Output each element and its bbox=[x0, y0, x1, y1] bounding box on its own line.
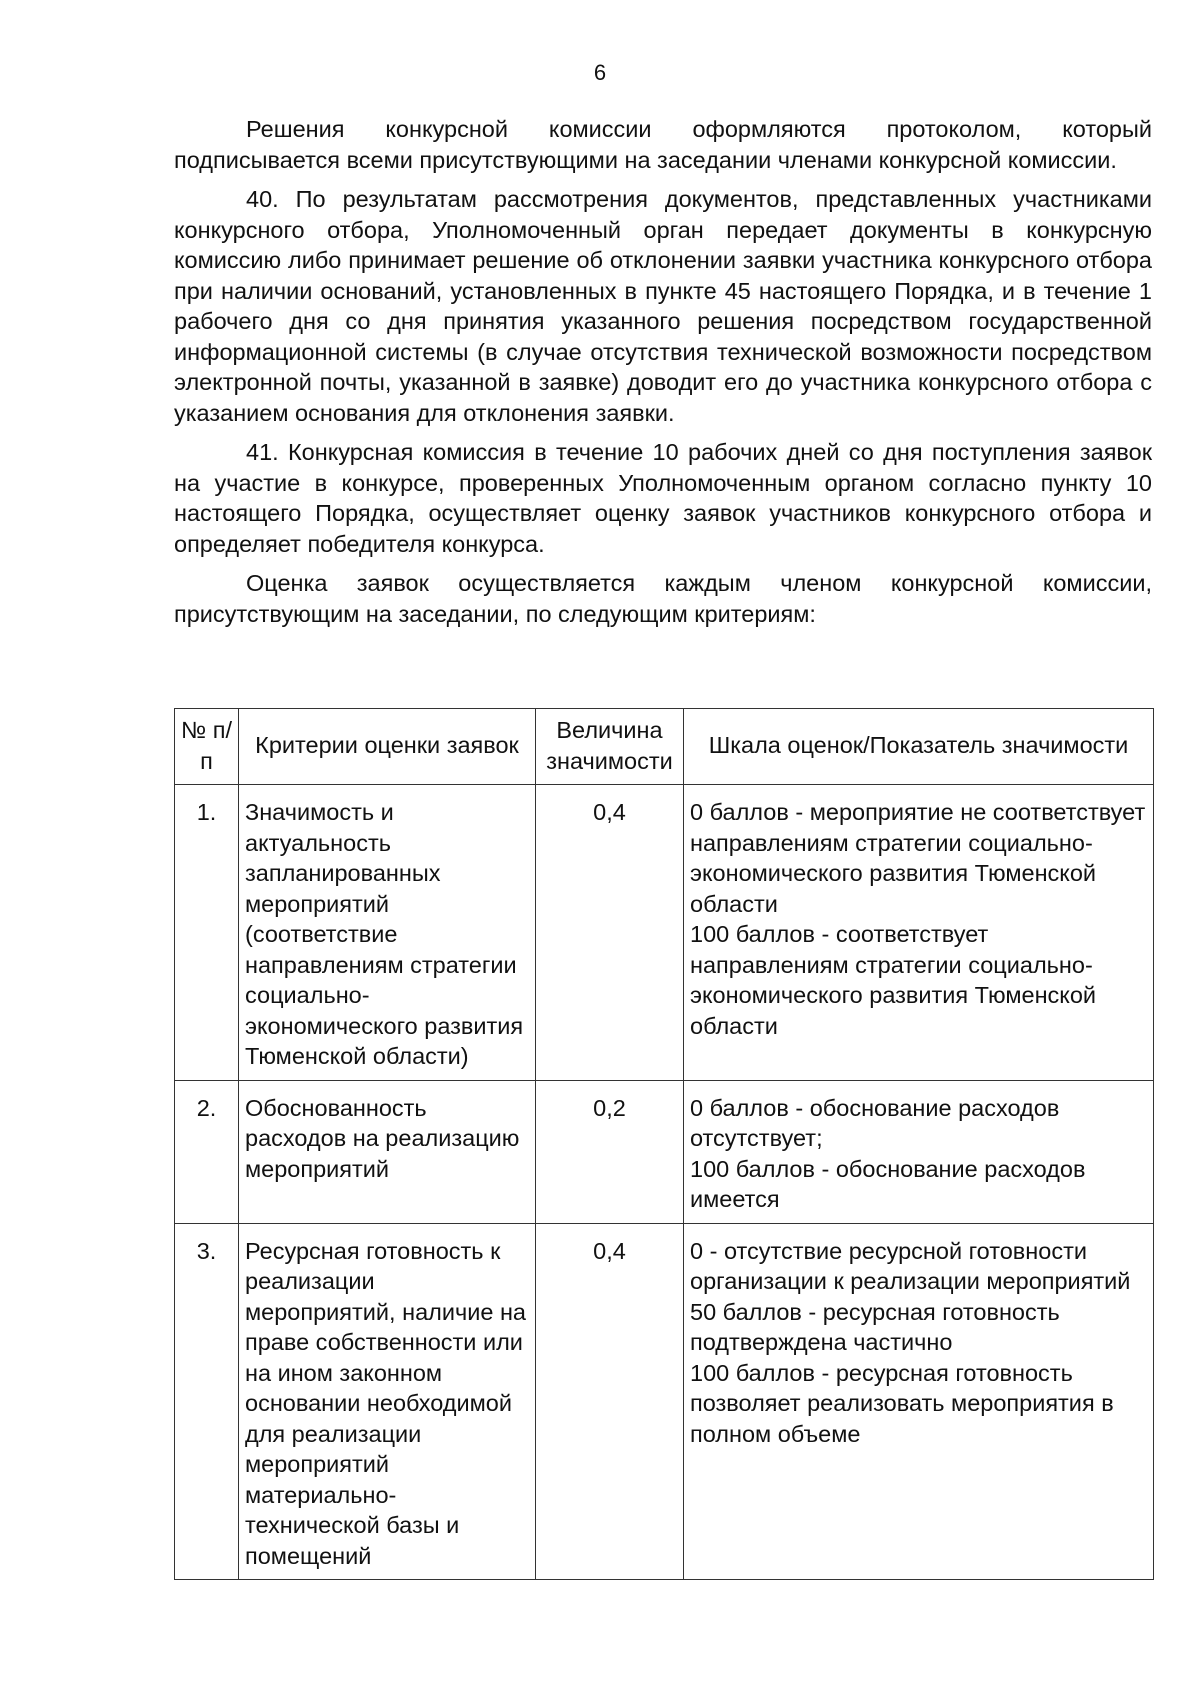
row-weight: 0,4 bbox=[536, 1223, 684, 1580]
header-num: № п/п bbox=[175, 709, 239, 785]
scale-line: 0 - отсутствие ресурсной готовности организации к реализации мероприятий bbox=[690, 1237, 1131, 1294]
scale-line: 100 баллов - соответствует направлениям стратегии социально-экономического развития Тюменской области bbox=[690, 921, 1097, 1039]
paragraph-40: 40. По результатам рассмотрения документов, представленных участниками конкурсного отбора, Уполномоченный орган передает документы в конкурсную комиссию либо принимает решение об отклонении заявки участника конкурсного отбора при наличии оснований, установленных в пункте 45 настоящего Порядка, и в течение 1 рабочего дня со дня принятия указанного решения посредством государственной информационной системы (в случае отсутствия технической возможности посредством электронной почты, указанной в заявке) доводит его до участника конкурсного отбора с указанием основания для отклонения заявки. bbox=[174, 186, 1152, 426]
row-scale bbox=[684, 1223, 1154, 1580]
scale-line: 0 баллов - мероприятие не соответствует направлениям стратегии социально-экономического развития Тюменской области bbox=[690, 799, 1146, 917]
criteria-table bbox=[174, 708, 1154, 1580]
table-header-row bbox=[175, 709, 1154, 785]
table-row bbox=[175, 1080, 1154, 1223]
table-row bbox=[175, 785, 1154, 1081]
scale-line: 100 баллов - обоснование расходов имеется bbox=[690, 1155, 1086, 1212]
row-criteria: Значимость и актуальность запланированных мероприятий (соответствие направлениям стратегии социально-экономического развития Тюменской области) bbox=[239, 785, 536, 1081]
row-num: 3. bbox=[175, 1223, 239, 1580]
paragraph-evaluation: Оценка заявок осуществляется каждым членом конкурсной комиссии, присутствующим на заседании, по следующим критериям: bbox=[174, 570, 1152, 627]
scale-line: 50 баллов - ресурсная готовность подтверждена частично bbox=[690, 1298, 1060, 1355]
scale-line: 100 баллов - ресурсная готовность позволяет реализовать мероприятия в полном объеме bbox=[690, 1359, 1114, 1447]
row-weight: 0,2 bbox=[536, 1080, 684, 1223]
header-criteria: Критерии оценки заявок bbox=[239, 709, 536, 785]
row-scale bbox=[684, 785, 1154, 1081]
paragraph-protocol: Решения конкурсной комиссии оформляются протоколом, который подписывается всеми присутствующими на заседании членами конкурсной комиссии. bbox=[174, 116, 1152, 173]
row-num: 1. bbox=[175, 785, 239, 1081]
scale-line: 0 баллов - обоснование расходов отсутствует; bbox=[690, 1094, 1060, 1151]
body-text bbox=[174, 114, 1152, 638]
paragraph-41: 41. Конкурсная комиссия в течение 10 рабочих дней со дня поступления заявок на участие в конкурсе, проверенных Уполномоченным органом согласно пункту 10 настоящего Порядка, осуществляет оценку заявок участников конкурсного отбора и определяет победителя конкурса. bbox=[174, 439, 1152, 557]
page-number: 6 bbox=[593, 60, 607, 85]
row-weight: 0,4 bbox=[536, 785, 684, 1081]
table-row bbox=[175, 1223, 1154, 1580]
header-scale: Шкала оценок/Показатель значимости bbox=[684, 709, 1154, 785]
row-criteria: Обоснованность расходов на реализацию мероприятий bbox=[239, 1080, 536, 1223]
row-criteria: Ресурсная готовность к реализации мероприятий, наличие на праве собственности или на ином законном основании необходимой для реализации мероприятий материально-технической базы и помещений bbox=[239, 1223, 536, 1580]
row-num: 2. bbox=[175, 1080, 239, 1223]
header-weight: Величина значимости bbox=[536, 709, 684, 785]
row-scale bbox=[684, 1080, 1154, 1223]
